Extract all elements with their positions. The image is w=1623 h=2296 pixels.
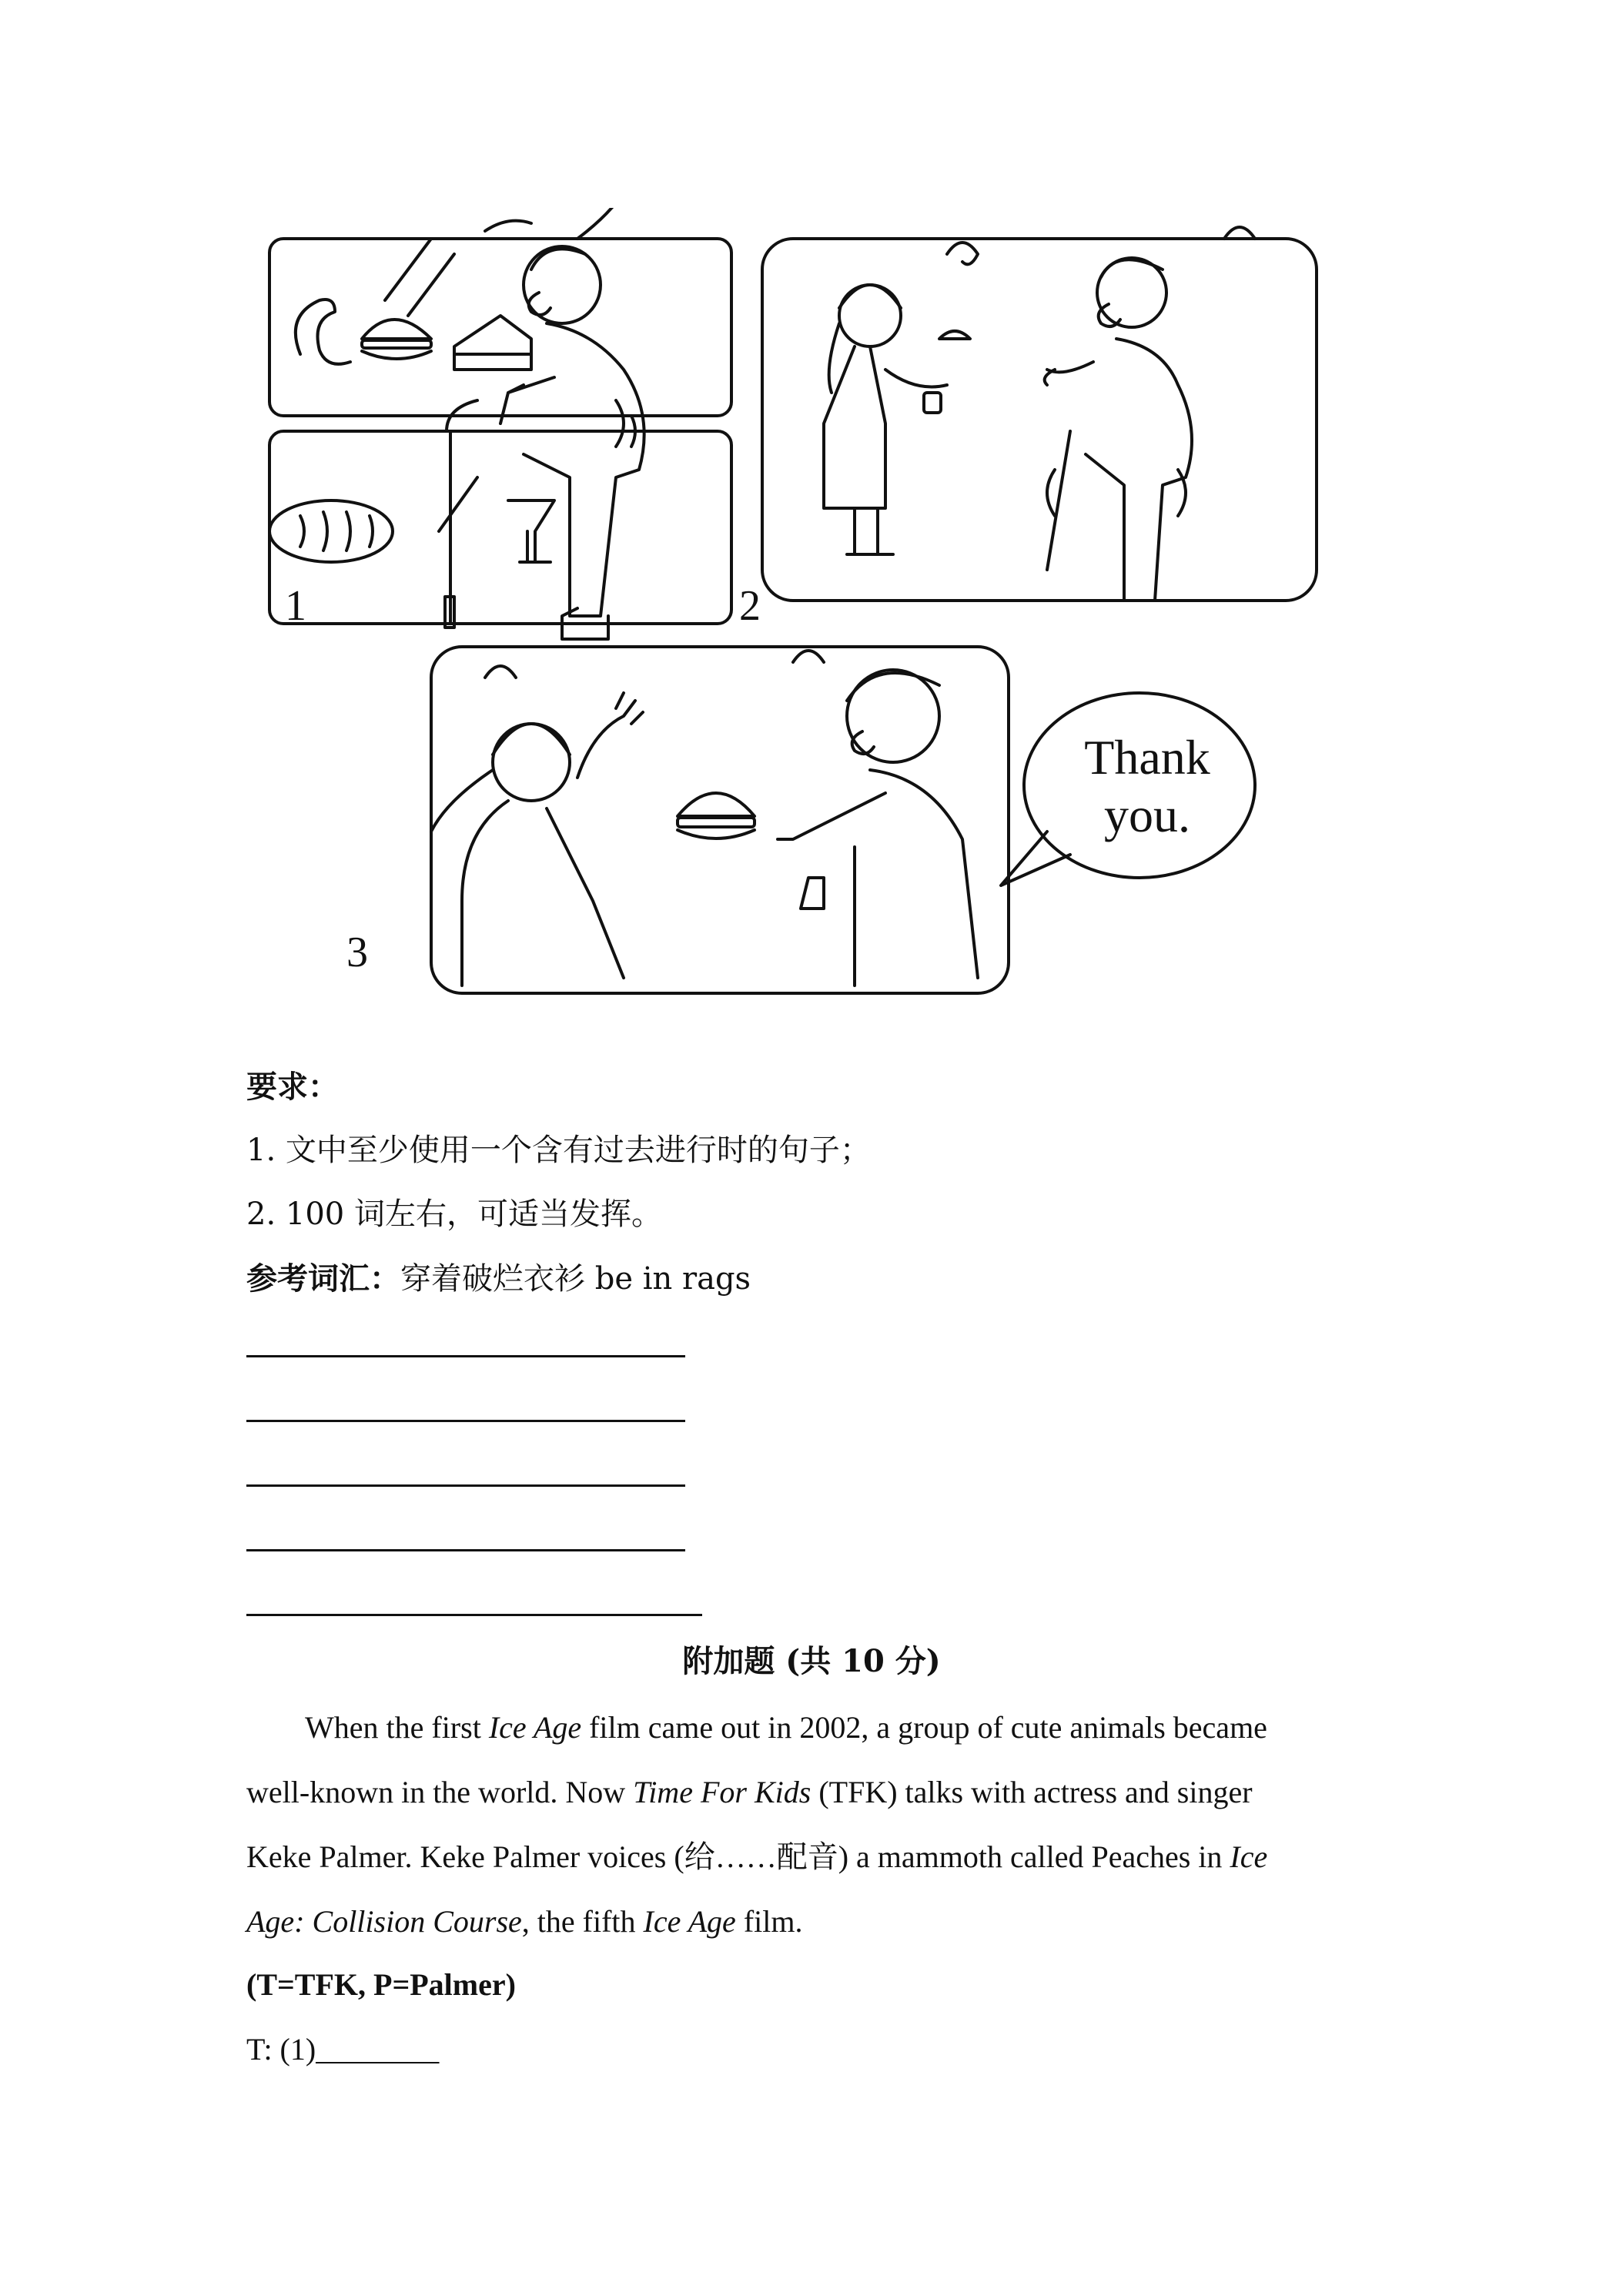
speech-bubble-line2: you. [1104, 788, 1190, 842]
answer-line-2[interactable] [246, 1420, 685, 1422]
bonus-line-2: well-known in the world. Now Time For Kids (TFK) talks with actress and singer [246, 1775, 1253, 1809]
speech-bubble-line1: Thank [1084, 730, 1210, 785]
requirements-heading: 要求： [246, 1069, 339, 1105]
panel-number-1: 1 [285, 582, 306, 630]
speaker-key: (T=TFK, P=Palmer) [246, 1967, 516, 2002]
bonus-line-4: Age: Collision Course, the fifth Ice Age film. [246, 1904, 803, 1939]
panel-1-drawing [269, 208, 731, 639]
vocab-label: 参考词汇： [246, 1260, 400, 1297]
requirement-item-1: 1. 文中至少使用一个含有过去进行时的句子； [246, 1133, 871, 1168]
bonus-paragraph [246, 1695, 1363, 1954]
bonus-line-1: When the first Ice Age film came out in 2002, a group of cute animals became [305, 1710, 1267, 1745]
answer-line-3[interactable] [246, 1484, 685, 1487]
panel-number-2: 2 [739, 582, 761, 630]
comic-illustration [254, 208, 1332, 1016]
answer-line-5[interactable] [246, 1614, 702, 1616]
vocab-line [246, 1260, 751, 1297]
panel-3-drawing [431, 647, 1009, 993]
panel-number-3: 3 [346, 929, 368, 976]
vocab-text: 穿着破烂衣衫 be in rags [400, 1261, 751, 1297]
requirement-item-2: 2. 100 词左右，可适当发挥。 [246, 1197, 662, 1232]
bonus-title: 附加题 (共 10 分) [682, 1643, 941, 1679]
question-1[interactable]: T: (1)________ [246, 2032, 440, 2067]
answer-line-1[interactable] [246, 1355, 685, 1357]
answer-line-4[interactable] [246, 1549, 685, 1551]
panel-2-drawing [762, 227, 1317, 601]
bonus-line-3: Keke Palmer. Keke Palmer voices (给……配音) a mammoth called Peaches in Ice [246, 1839, 1268, 1874]
